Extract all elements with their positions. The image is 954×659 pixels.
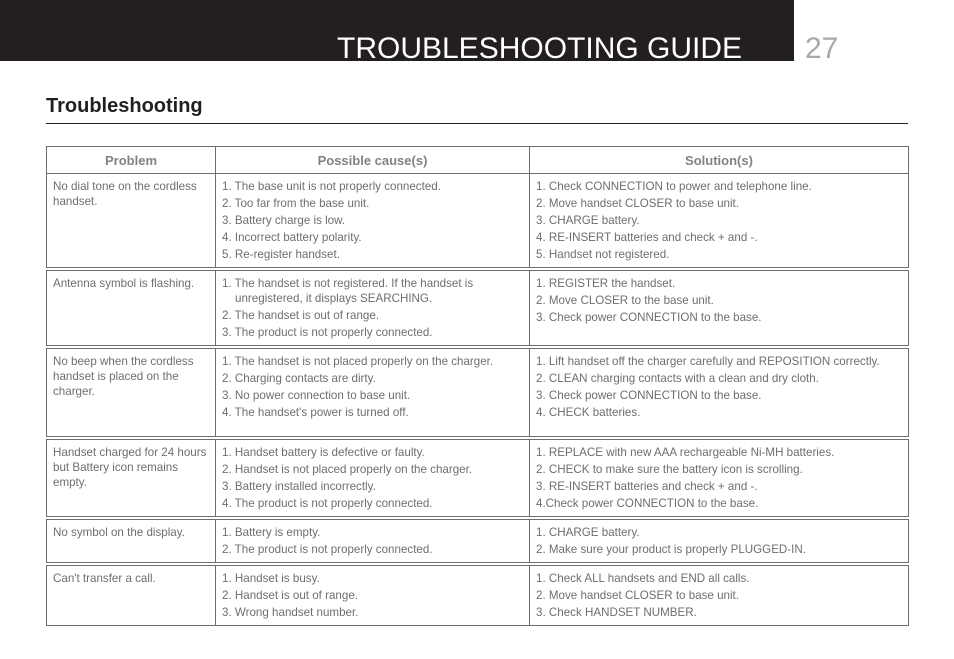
solution-item: 1. REPLACE with new AAA rechargeable Ni-MH batteries. bbox=[536, 446, 835, 459]
cause-item: 4. The product is not properly connected. bbox=[222, 497, 433, 510]
solution-item: 2. CLEAN charging contacts with a clean and dry cloth. bbox=[536, 372, 819, 385]
cause-item: 1. Handset is busy. bbox=[222, 572, 320, 585]
table-header-row bbox=[47, 147, 909, 174]
solution-item: 2. CHECK to make sure the battery icon is scrolling. bbox=[536, 463, 803, 476]
problem-cell: No beep when the cordless handset is placed on the charger. bbox=[47, 349, 216, 437]
solution-item: 1. Lift handset off the charger carefully and REPOSITION correctly. bbox=[536, 355, 880, 368]
causes-cell bbox=[216, 174, 530, 268]
solutions-cell bbox=[530, 566, 909, 626]
problem-cell: No dial tone on the cordless handset. bbox=[47, 174, 216, 268]
cause-item: 3. No power connection to base unit. bbox=[222, 389, 411, 402]
problem-cell: Handset charged for 24 hours but Battery icon remains empty. bbox=[47, 440, 216, 517]
cause-item: 1. The handset is not registered. If the handset is unregistered, it displays SEARCHING. bbox=[222, 277, 474, 305]
table-row bbox=[47, 520, 909, 563]
causes-cell bbox=[216, 520, 530, 563]
cause-item: 2. Too far from the base unit. bbox=[222, 197, 370, 210]
problem-cell: Antenna symbol is flashing. bbox=[47, 271, 216, 346]
solution-item: 1. Check ALL handsets and END all calls. bbox=[536, 572, 750, 585]
column-header-solutions: Solution(s) bbox=[530, 147, 909, 174]
solution-item: 1. CHARGE battery. bbox=[536, 526, 640, 539]
page-number: 27 bbox=[805, 32, 839, 65]
solution-item: 2. Make sure your product is properly PLUGGED-IN. bbox=[536, 543, 806, 556]
table-row bbox=[47, 566, 909, 626]
cause-item: 5. Re-register handset. bbox=[222, 248, 340, 261]
causes-cell bbox=[216, 349, 530, 437]
solution-item: 1. REGISTER the handset. bbox=[536, 277, 676, 290]
solution-item: 3. Check HANDSET NUMBER. bbox=[536, 606, 697, 619]
cause-item: 4. The handset's power is turned off. bbox=[222, 406, 409, 419]
solutions-cell bbox=[530, 440, 909, 517]
solution-item: 3. RE-INSERT batteries and check + and -. bbox=[536, 480, 758, 493]
table-row bbox=[47, 440, 909, 517]
page-title: TROUBLESHOOTING GUIDE bbox=[337, 32, 743, 65]
solutions-cell bbox=[530, 174, 909, 268]
column-header-problem: Problem bbox=[47, 147, 216, 174]
table-row bbox=[47, 349, 909, 437]
cause-item: 3. The product is not properly connected. bbox=[222, 326, 433, 339]
solution-item: 3. CHARGE battery. bbox=[536, 214, 640, 227]
causes-cell bbox=[216, 566, 530, 626]
solution-item: 5. Handset not registered. bbox=[536, 248, 670, 261]
cause-item: 1. The base unit is not properly connected. bbox=[222, 180, 441, 193]
causes-cell bbox=[216, 271, 530, 346]
cause-item: 3. Battery charge is low. bbox=[222, 214, 346, 227]
solution-item: 4. RE-INSERT batteries and check + and -. bbox=[536, 231, 758, 244]
troubleshooting-table bbox=[46, 146, 909, 626]
cause-item: 3. Wrong handset number. bbox=[222, 606, 359, 619]
cause-item: 1. Handset battery is defective or faulty. bbox=[222, 446, 425, 459]
solution-item: 2. Move handset CLOSER to base unit. bbox=[536, 589, 740, 602]
problem-cell: Can't transfer a call. bbox=[47, 566, 216, 626]
solutions-cell bbox=[530, 349, 909, 437]
cause-item: 2. The handset is out of range. bbox=[222, 309, 380, 322]
table-row bbox=[47, 271, 909, 346]
causes-cell bbox=[216, 440, 530, 517]
solution-item: 4. CHECK batteries. bbox=[536, 406, 641, 419]
solution-item: 4.Check power CONNECTION to the base. bbox=[536, 497, 759, 510]
solution-item: 3. Check power CONNECTION to the base. bbox=[536, 389, 762, 402]
section-title: Troubleshooting bbox=[46, 95, 203, 117]
solutions-cell bbox=[530, 271, 909, 346]
table-body bbox=[47, 174, 909, 626]
cause-item: 2. Handset is not placed properly on the charger. bbox=[222, 463, 473, 476]
solution-item: 2. Move handset CLOSER to base unit. bbox=[536, 197, 740, 210]
solution-item: 3. Check power CONNECTION to the base. bbox=[536, 311, 762, 324]
cause-item: 2. Charging contacts are dirty. bbox=[222, 372, 376, 385]
problem-cell: No symbol on the display. bbox=[47, 520, 216, 563]
cause-item: 1. The handset is not placed properly on the charger. bbox=[222, 355, 494, 368]
solutions-cell bbox=[530, 520, 909, 563]
cause-item: 1. Battery is empty. bbox=[222, 526, 321, 539]
cause-item: 4. Incorrect battery polarity. bbox=[222, 231, 362, 244]
table-row bbox=[47, 174, 909, 268]
cause-item: 3. Battery installed incorrectly. bbox=[222, 480, 376, 493]
cause-item: 2. Handset is out of range. bbox=[222, 589, 358, 602]
column-header-causes: Possible cause(s) bbox=[216, 147, 530, 174]
solution-item: 2. Move CLOSER to the base unit. bbox=[536, 294, 714, 307]
section-divider bbox=[46, 123, 908, 124]
solution-item: 1. Check CONNECTION to power and telephone line. bbox=[536, 180, 812, 193]
cause-item: 2. The product is not properly connected. bbox=[222, 543, 433, 556]
